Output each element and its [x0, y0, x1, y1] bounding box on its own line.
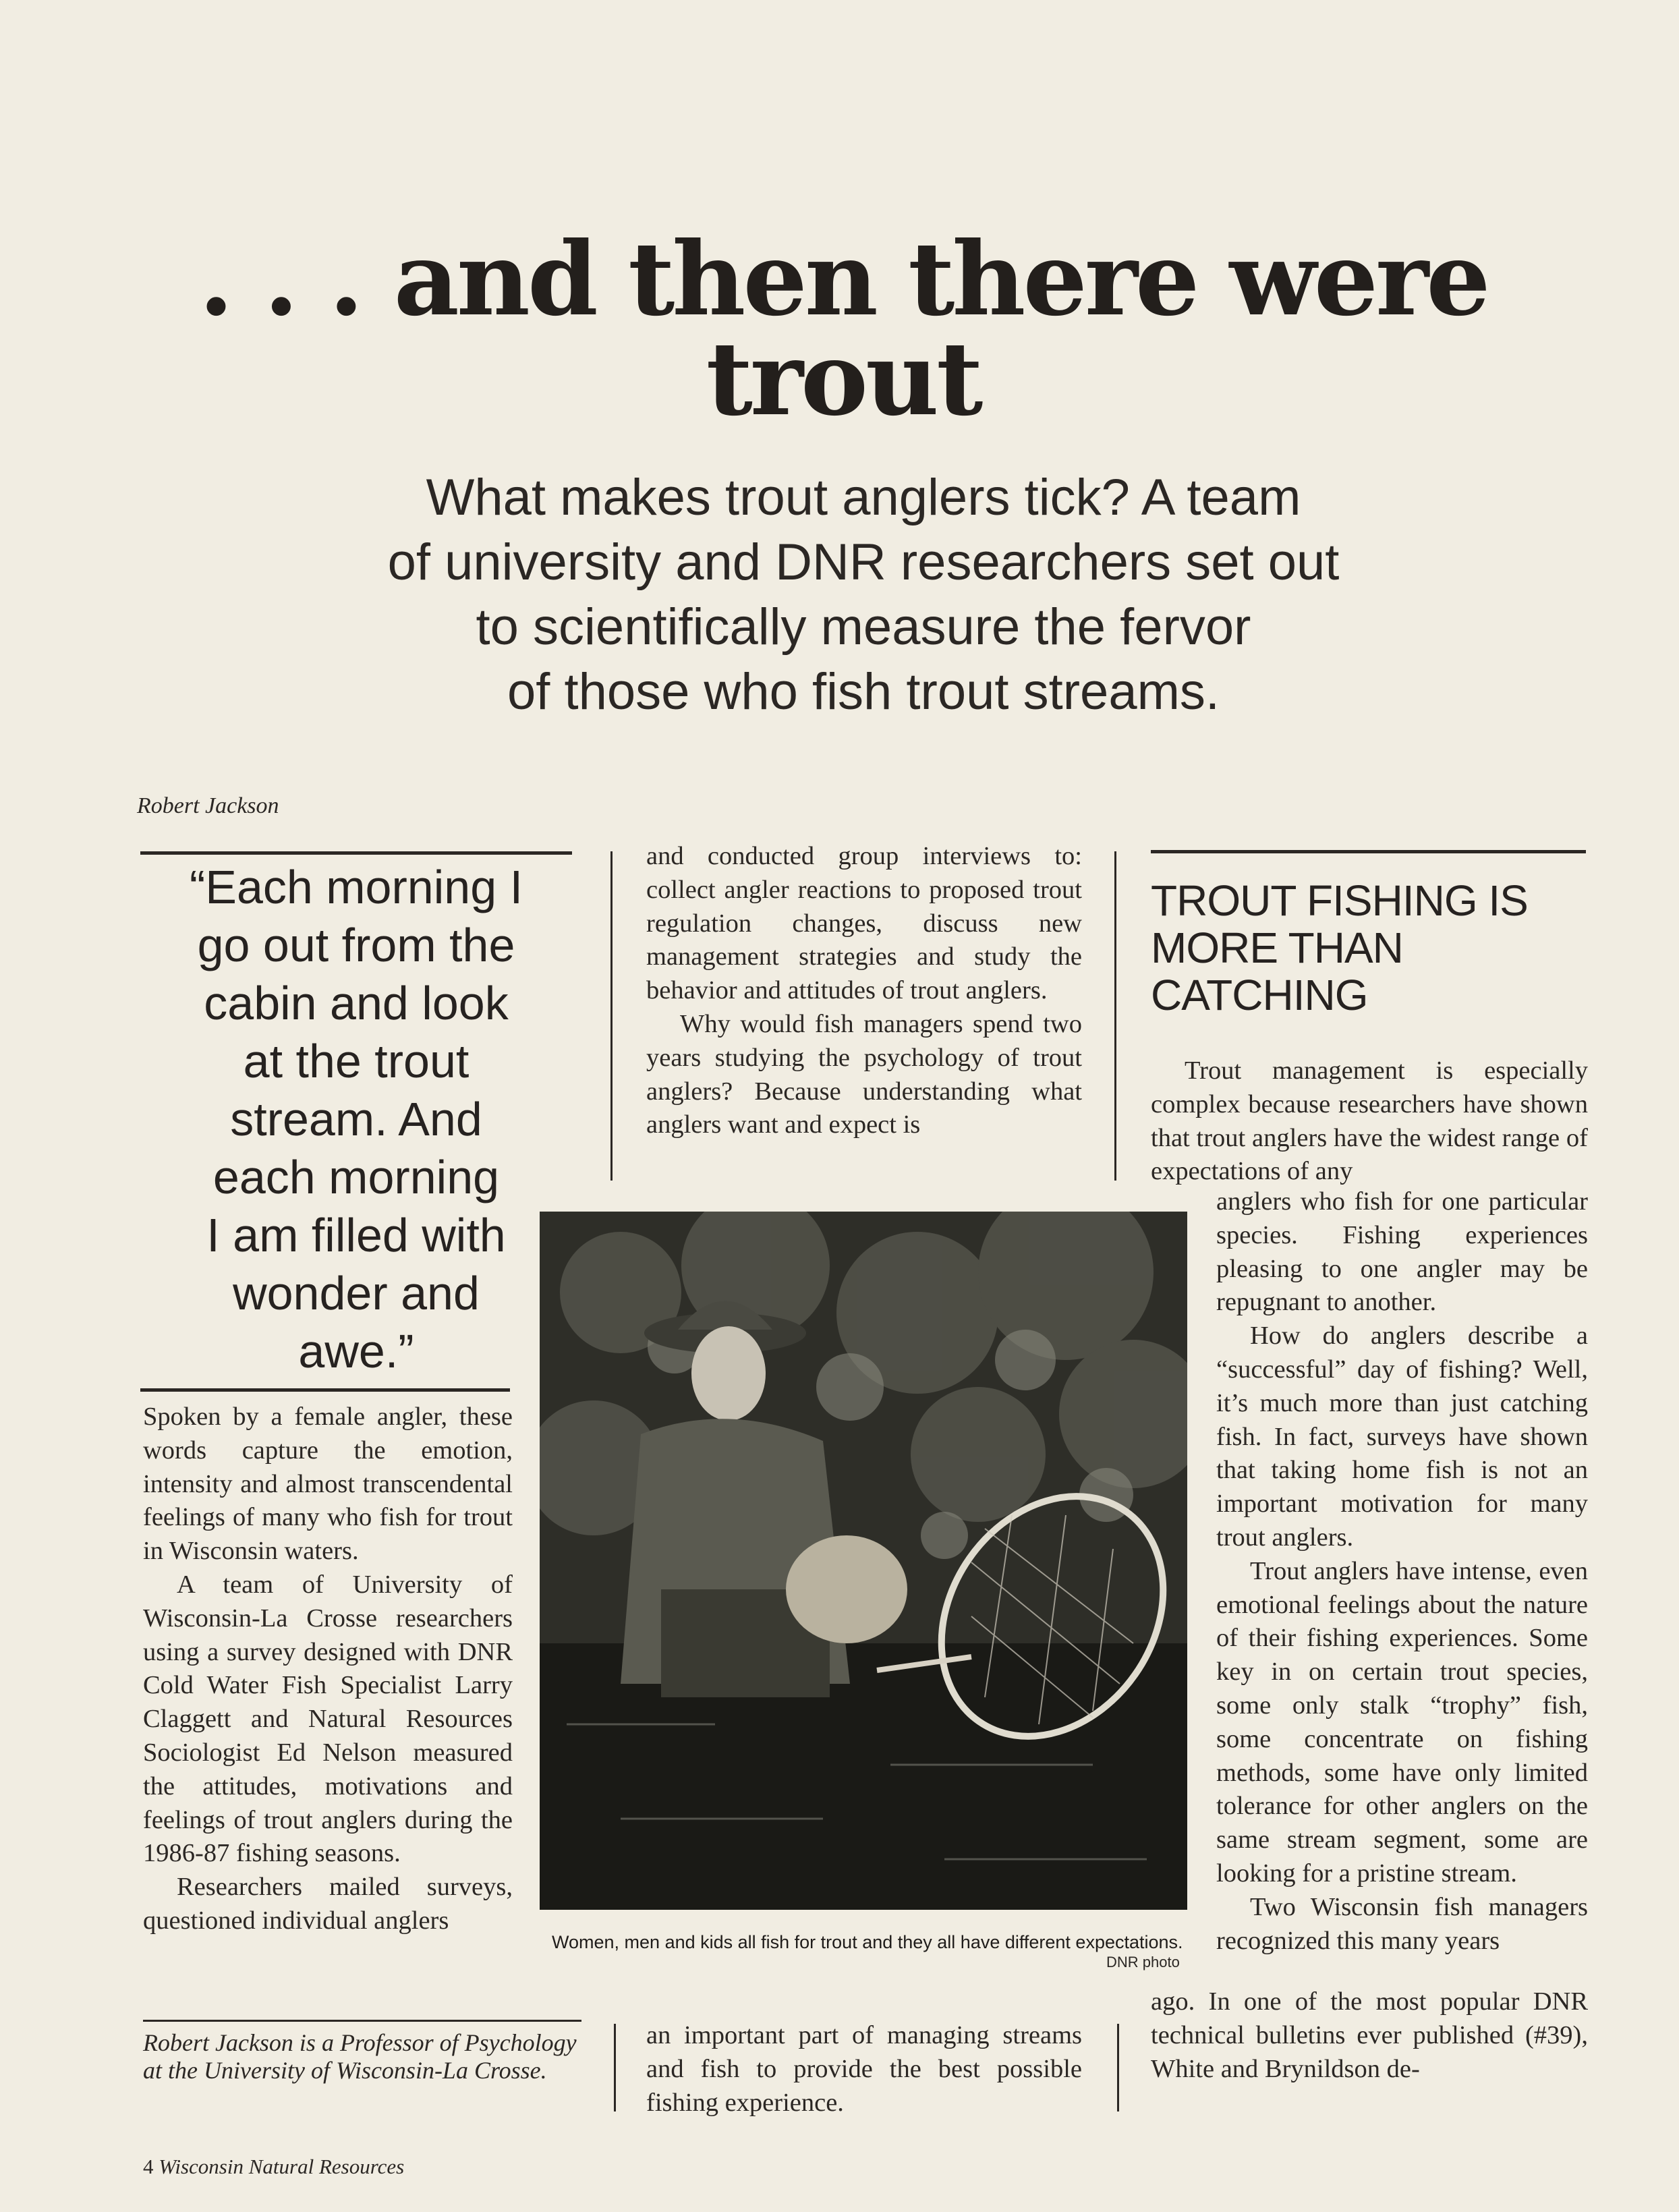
pull-quote-line: wonder and — [233, 1267, 480, 1320]
article-headline — [169, 220, 1518, 438]
section-heading-line: CATCHING — [1151, 971, 1368, 1019]
photo-credit: DNR photo — [1106, 1954, 1180, 1970]
paragraph: and conducted group interviews to: collect angler reactions to proposed trout regulation changes, discuss new management strategies and study the behavior and attitudes of trout anglers. — [646, 842, 1082, 1005]
column-1-text — [143, 1400, 513, 1938]
column-3-narrow-text — [1216, 1185, 1588, 1958]
section-heading-line: MORE THAN — [1151, 924, 1403, 972]
paragraph: Trout anglers have intense, even emotional feelings about the nature of their fishing experiences. Some key in on certain trout species, some only stalk “trophy” fish, some concentrate on fishing methods, some have only limited tolerance for other anglers on the same stream segment, some are looking for a pristine stream. — [1216, 1556, 1588, 1888]
angler-photo — [540, 1212, 1187, 1910]
page-folio — [143, 2155, 404, 2179]
magazine-name: Wisconsin Natural Resources — [159, 2155, 405, 2178]
pull-quote-line: each morning — [212, 1151, 500, 1203]
column-divider — [614, 2024, 616, 2111]
pull-quote-line: I am filled with — [206, 1209, 506, 1261]
page-number: 4 — [143, 2155, 154, 2178]
paragraph: an important part of managing streams and fish to provide the best possible fishing experience. — [646, 2021, 1082, 2117]
pull-quote-line: go out from the — [197, 919, 515, 971]
pull-quote-line: awe.” — [298, 1325, 414, 1378]
column-2-text — [646, 840, 1082, 1142]
column-divider — [1114, 851, 1116, 1181]
paragraph: anglers who fish for one particular species. Fishing experiences pleasing to one angler may be repugnant to another. — [1216, 1187, 1588, 1317]
pull-quote-line: “Each morning I — [189, 861, 523, 913]
column-2-continued — [646, 2019, 1082, 2120]
deck-line: of university and DNR researchers set out — [387, 534, 1340, 591]
headline-line-2: trout — [706, 320, 981, 438]
bio-rule — [143, 2020, 581, 2022]
photo-caption: Women, men and kids all fish for trout and they all have different expectations. — [552, 1932, 1183, 1952]
author-bio: Robert Jackson is a Professor of Psychology at the University of Wisconsin-La Crosse. — [143, 2029, 577, 2084]
deck-line: to scientifically measure the fervor — [476, 598, 1251, 656]
paragraph: Trout management is especially complex because researchers have shown that trout anglers have the widest range of expectations of any — [1151, 1056, 1588, 1186]
deck-line: What makes trout anglers tick? A team — [426, 469, 1301, 526]
section-heading — [1151, 877, 1623, 1019]
section-heading-line: TROUT FISHING IS — [1151, 876, 1528, 925]
paragraph: ago. In one of the most popular DNR technical bulletins ever published (#39), White and Brynildson de- — [1151, 1987, 1588, 2083]
pull-quote-line: stream. And — [230, 1093, 482, 1145]
pull-quote-bottom-rule — [140, 1388, 510, 1392]
section-top-rule — [1151, 850, 1586, 853]
headline-line-1: . . . and then there were — [198, 220, 1488, 339]
pull-quote — [140, 858, 572, 1380]
paragraph: Two Wisconsin fish managers recognized this many years — [1216, 1892, 1588, 1955]
photo-illustration — [540, 1212, 1187, 1910]
column-divider — [610, 851, 613, 1181]
pull-quote-top-rule — [140, 851, 572, 855]
column-3-text — [1151, 1054, 1588, 1189]
paragraph: Researchers mailed surveys, questioned individual anglers — [143, 1873, 513, 1935]
article-deck — [256, 465, 1471, 725]
paragraph: Spoken by a female angler, these words capture the emotion, intensity and almost transcendental feelings of many who fish for trout in Wisconsin waters. — [143, 1402, 513, 1566]
byline: Robert Jackson — [137, 793, 279, 818]
paragraph: A team of University of Wisconsin-La Crosse researchers using a survey designed with DNR Cold Water Fish Specialist Larry Claggett and Natural Resources Sociologist Ed Nelson measured the attitudes, motivations and feelings of trout anglers during the 1986-87 fishing seasons. — [143, 1570, 513, 1868]
paragraph: How do anglers describe a “successful” day of fishing? Well, it’s much more than just catching fish. In fact, surveys have shown that taking home fish is not an important motivation for many trout anglers. — [1216, 1322, 1588, 1552]
column-3-continued — [1151, 1985, 1588, 2086]
pull-quote-line: at the trout — [243, 1035, 469, 1087]
deck-line: of those who fish trout streams. — [507, 663, 1220, 720]
paragraph: Why would fish managers spend two years studying the psychology of trout anglers? Because understanding what anglers want and expect is — [646, 1009, 1082, 1139]
pull-quote-line: cabin and look — [204, 977, 509, 1029]
column-divider — [1117, 2024, 1119, 2111]
